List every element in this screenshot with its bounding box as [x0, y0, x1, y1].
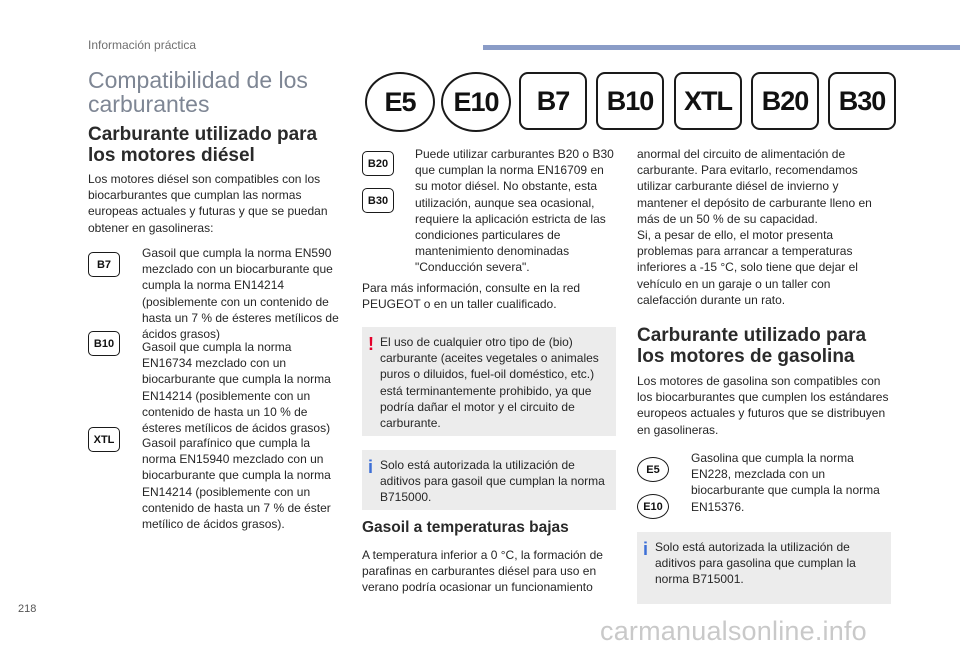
- diesel-item-b7-text: Gasoil que cumpla la norma EN590 mezclado con un biocarburante que cumpla la norma EN14214 (posiblemente con un contenido de hasta un 7 % de ésteres metílicos de ácidos grasos): [142, 246, 339, 342]
- diesel-item-xtl-text: Gasoil parafínico que cumpla la norma EN15940 mezclado con un biocarburante que cumpla la norma EN14214 (posiblemente con un contenido de hasta un 7 % de éster metílico de ácidos grasos).: [142, 436, 331, 532]
- fuel-badge-b7: B7: [519, 72, 587, 130]
- cold-heading: Gasoil a temperaturas bajas: [362, 519, 569, 536]
- cold-text-2: Si, a pesar de ello, el motor presenta problemas para arrancar a temperaturas inferiores a -15 °C, solo tiene que dejar el vehículo en un garaje o un taller con calefacción durante un rato.: [637, 228, 858, 307]
- watermark: carmanualsonline.info: [600, 616, 867, 646]
- warning-text: El uso de cualquier otro tipo de (bio) carburante (aceites vegetales o animales puros o diluidos, fuel-oil doméstico, etc.) está terminantemente prohibido, ya que podría dañar el motor y el circuito de carburante.: [380, 335, 599, 431]
- petrol-intro: Los motores de gasolina son compatibles con los biocarburantes que cumplen los estándares europeos actuales y futuros que se distribuyen en gasolineras.: [637, 374, 889, 437]
- petrol-item-text: Gasolina que cumpla la norma EN228, mezclada con un biocarburante que cumpla la norma EN15376.: [691, 451, 880, 514]
- page-number: 218: [18, 603, 37, 615]
- warning-note: [362, 327, 616, 436]
- petrol-heading: Carburante utilizado para los motores de gasolina: [637, 325, 867, 367]
- section-header: Información práctica: [88, 38, 197, 52]
- badge-b30: B30: [362, 188, 394, 213]
- info-note-diesel: [362, 450, 616, 510]
- fuel-badge-b20: B20: [751, 72, 819, 130]
- fuel-badge-xtl: XTL: [674, 72, 742, 130]
- info-icon: i: [368, 457, 374, 477]
- diesel-item-b10-text: Gasoil que cumpla la norma EN16734 mezclado con un biocarburante que cumpla la norma EN14214 (posiblemente con un contenido de hasta un 10 % de ésteres metílicos de ácidos grasos): [142, 340, 331, 436]
- badge-e5: E5: [637, 457, 669, 482]
- cold-text-start: A temperatura inferior a 0 °C, la formación de parafinas en carburantes diésel para uso en verano podría ocasionar un funcionamiento: [362, 548, 603, 595]
- info-note-petrol: [637, 532, 891, 604]
- fuel-badge-e10: E10: [441, 72, 511, 132]
- diesel-heading: Carburante utilizado para los motores diésel: [88, 124, 318, 166]
- warning-icon: !: [368, 334, 374, 354]
- header-rule: [483, 45, 960, 50]
- cold-text-continued: anormal del circuito de alimentación de carburante. Para evitarlo, recomendamos utilizar carburante diésel de invierno y mantener el depósito de carburante lleno en más de un 50 % de su capacidad.: [637, 147, 872, 226]
- diesel-intro: Los motores diésel son compatibles con los biocarburantes que cumplan las normas europeas actuales y futuras y que se puedan obtener en gasolineras:: [88, 172, 328, 235]
- fuel-badge-b10: B10: [596, 72, 664, 130]
- badge-b20: B20: [362, 151, 394, 176]
- b20-b30-text: Puede utilizar carburantes B20 o B30 que cumplan la norma EN16709 en su motor diésel. No obstante, esta utilización, aunque sea ocasional, requiere la aplicación estricta de las condiciones particulares de mantenimiento denominadas "Conducción severa".: [415, 147, 614, 275]
- page-title: Compatibilidad de los carburantes: [88, 67, 308, 117]
- info-text-diesel: Solo está autorizada la utilización de aditivos para gasoil que cumplan la norma B715000.: [380, 458, 605, 505]
- info-text-petrol: Solo está autorizada la utilización de aditivos para gasolina que cumplan la norma B715001.: [655, 540, 856, 587]
- badge-b10: B10: [88, 331, 120, 356]
- badge-e10: E10: [637, 494, 669, 519]
- more-info-text: Para más información, consulte en la red PEUGEOT o en un taller cualificado.: [362, 281, 581, 312]
- badge-xtl: XTL: [88, 427, 120, 452]
- info-icon: i: [643, 539, 649, 559]
- badge-b7: B7: [88, 252, 120, 277]
- fuel-badge-e5: E5: [365, 72, 435, 132]
- fuel-badge-b30: B30: [828, 72, 896, 130]
